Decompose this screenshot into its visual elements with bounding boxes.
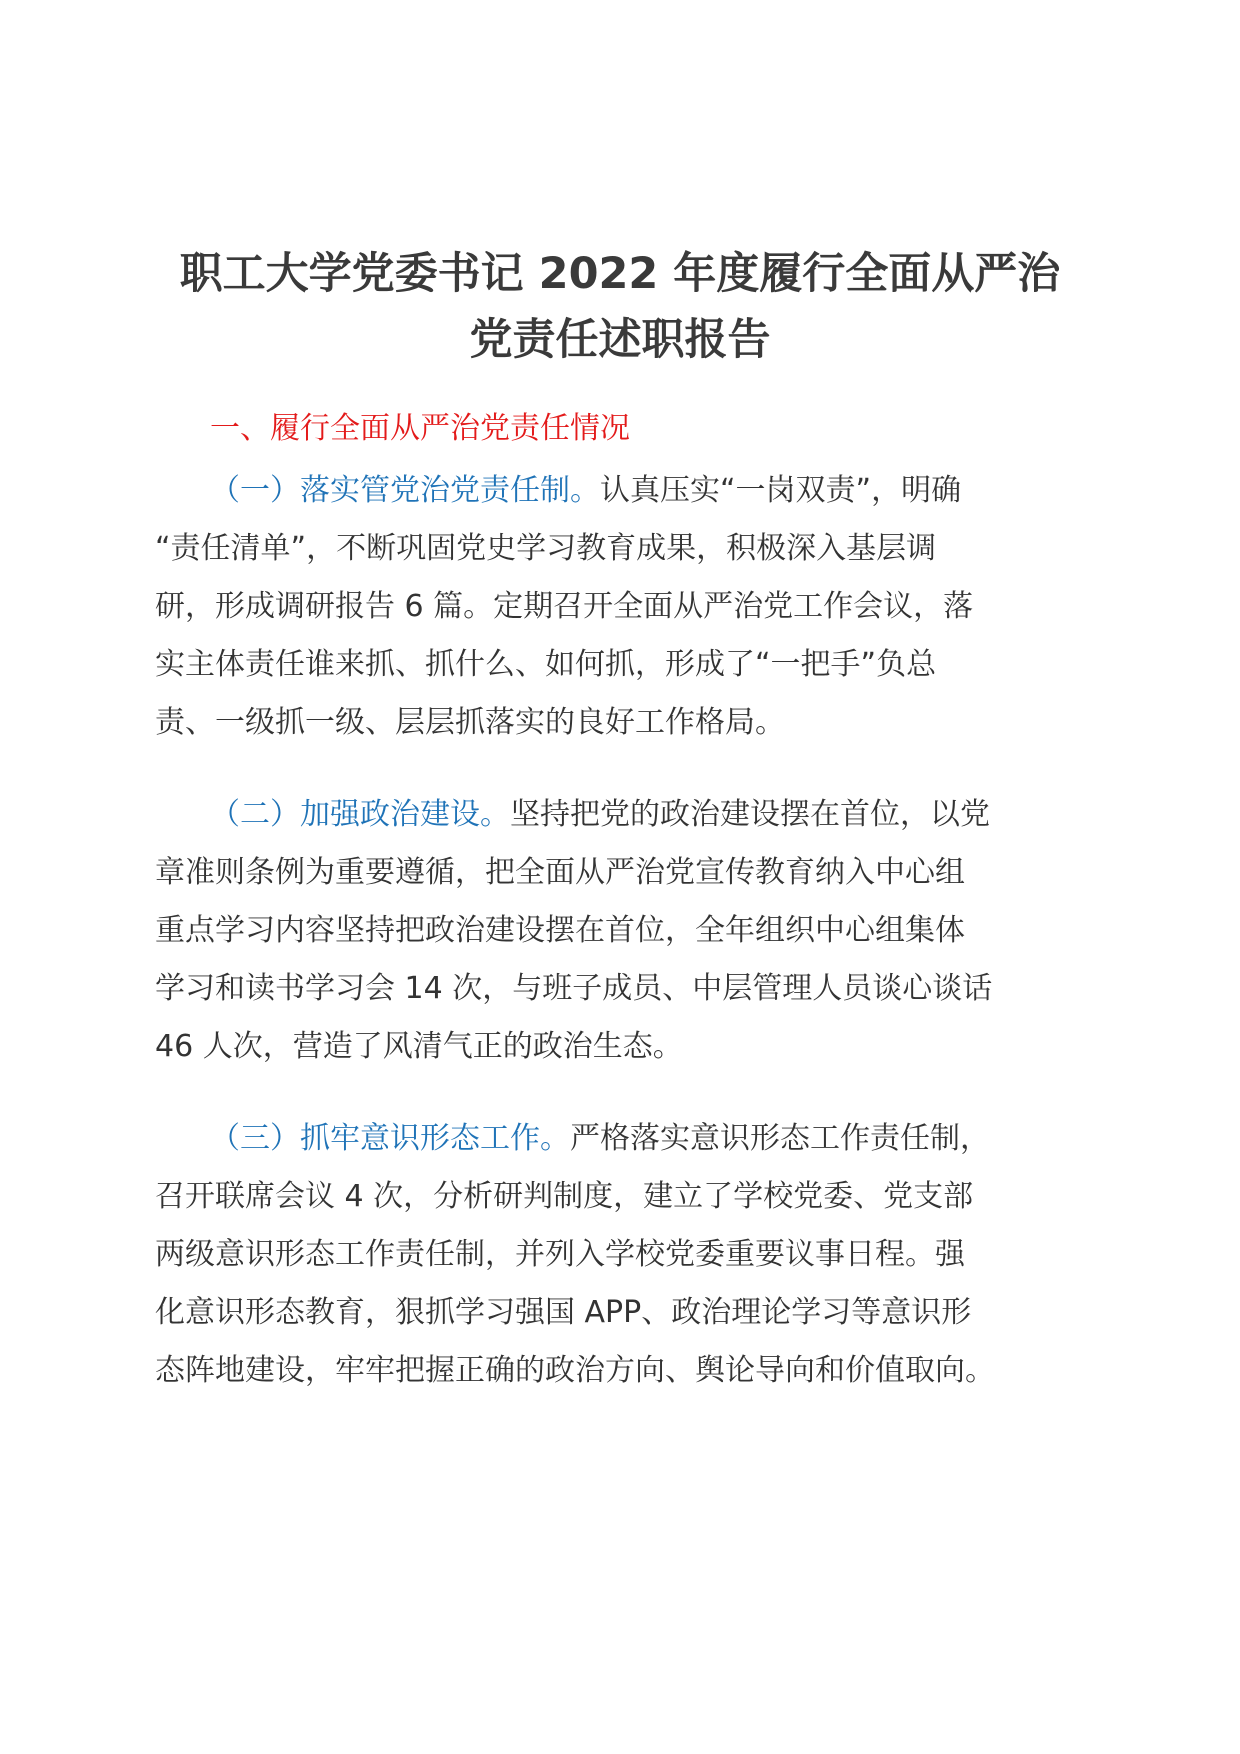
paragraph-2-line-1 — [210, 790, 1085, 840]
paragraph-2-line-2: 章准则条例为重要遵循，把全面从严治党宣传教育纳入中心组 — [155, 855, 965, 890]
paragraph-2-text: 坚持把党的政治建设摆在首位，以党 — [510, 797, 990, 832]
paragraph-2-line-4: 学习和读书学习会 14 次，与班子成员、中层管理人员谈心谈话 — [155, 971, 993, 1006]
paragraph-1-line-1 — [210, 466, 1085, 516]
paragraph-1-line-5: 责、一级抓一级、层层抓落实的良好工作格局。 — [155, 705, 785, 740]
document-title-line-1: 职工大学党委书记 2022 年度履行全面从严治 — [179, 249, 1061, 299]
paragraph-2-line-5: 46 人次，营造了风清气正的政治生态。 — [155, 1029, 683, 1064]
paragraph-3-line-5: 态阵地建设，牢牢把握正确的政治方向、舆论导向和价值取向。 — [155, 1353, 995, 1388]
paragraph-1-line-3: 研，形成调研报告 6 篇。定期召开全面从严治党工作会议，落 — [155, 589, 974, 624]
paragraph-3-line-3: 两级意识形态工作责任制，并列入学校党委重要议事日程。强 — [155, 1237, 965, 1272]
subsection-3-heading: （三）抓牢意识形态工作。 — [210, 1121, 570, 1156]
paragraph-1-line-4: 实主体责任谁来抓、抓什么、如何抓，形成了“一把手”负总 — [155, 647, 937, 682]
paragraph-1-line-2: “责任清单”，不断巩固党史学习教育成果，积极深入基层调 — [155, 531, 937, 566]
subsection-1-heading: （一）落实管党治党责任制。 — [210, 473, 600, 508]
subsection-2-heading: （二）加强政治建设。 — [210, 797, 510, 832]
paragraph-3-line-4: 化意识形态教育，狠抓学习强国 APP、政治理论学习等意识形 — [155, 1295, 972, 1330]
paragraph-2-line-3: 重点学习内容坚持把政治建设摆在首位，全年组织中心组集体 — [155, 913, 965, 948]
paragraph-3-text: 严格落实意识形态工作责任制， — [570, 1121, 990, 1156]
paragraph-3-line-2: 召开联席会议 4 次，分析研判制度，建立了学校党委、党支部 — [155, 1179, 974, 1214]
paragraph-3-line-1 — [210, 1114, 1085, 1164]
paragraph-1-text: 认真压实“一岗双责”，明确 — [600, 473, 962, 508]
document-title-line-2: 党责任述职报告 — [469, 315, 771, 365]
section-heading: 一、履行全面从严治党责任情况 — [210, 411, 630, 446]
